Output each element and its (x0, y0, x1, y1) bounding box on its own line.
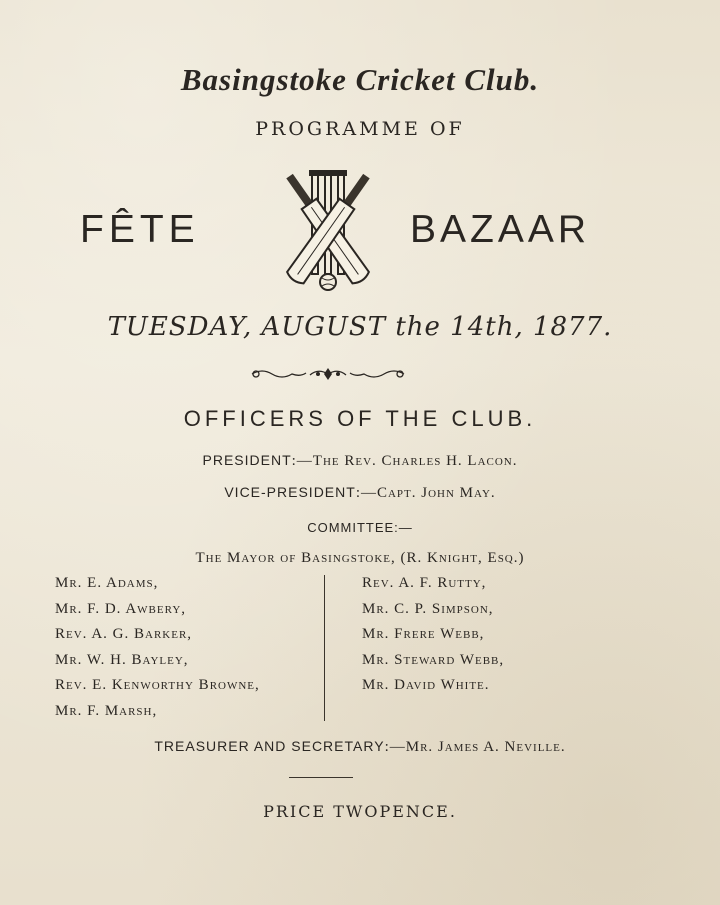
programme-of-title: PROGRAMME OF (255, 118, 465, 140)
column-divider (324, 575, 325, 721)
bazaar-word: BAZAAR (410, 208, 591, 251)
treasurer-label: TREASURER AND SECRETARY (154, 738, 385, 754)
committee-member: Mr. W. H. Bayley, (55, 651, 189, 668)
treasurer-line (0, 738, 720, 756)
committee-chair: The Mayor of Basingstoke, (R. Knight, Esq.) (195, 550, 525, 566)
committee-left-column (55, 571, 260, 724)
event-date: TUESDAY, AUGUST the 14th, 1877. (107, 312, 613, 342)
committee-member: Mr. David White. (362, 677, 490, 693)
president-label: PRESIDENT (202, 452, 292, 468)
vice-president-label: VICE-PRESIDENT (224, 484, 356, 500)
officers-heading: OFFICERS OF THE CLUB. (183, 406, 537, 431)
committee-member: Rev. E. Kenworthy Browne, (55, 677, 260, 693)
president-line (0, 452, 720, 470)
treasurer-name: :—Mr. James A. Neville. (384, 739, 566, 755)
committee-member: Rev. A. G. Barker, (55, 626, 193, 642)
committee-member: Rev. A. F. Rutty, (362, 575, 487, 591)
price-text: PRICE TWOPENCE. (263, 802, 457, 821)
committee-member: Mr. C. P. Simpson, (362, 600, 494, 617)
club-name: Basingstoke Cricket Club. (180, 62, 540, 97)
president-name: :—The Rev. Charles H. Lacon. (291, 453, 518, 469)
fete-word: FÊTE (80, 208, 200, 251)
crossed-bats-wicket-ball-icon (272, 166, 384, 296)
vice-president-name: :—Capt. John May. (355, 485, 496, 501)
committee-heading: COMMITTEE:— (307, 520, 413, 535)
committee-member: Mr. Frere Webb, (362, 626, 485, 642)
vice-president-line (0, 484, 720, 502)
committee-member: Mr. F. D. Awbery, (55, 600, 187, 617)
committee-member: Mr. Steward Webb, (362, 651, 505, 668)
scroll-flourish-icon (248, 364, 408, 384)
committee-right-column (362, 571, 504, 699)
committee-member: Mr. F. Marsh, (55, 702, 158, 719)
committee-member: Mr. E. Adams, (55, 575, 159, 591)
divider-rule (289, 777, 353, 778)
